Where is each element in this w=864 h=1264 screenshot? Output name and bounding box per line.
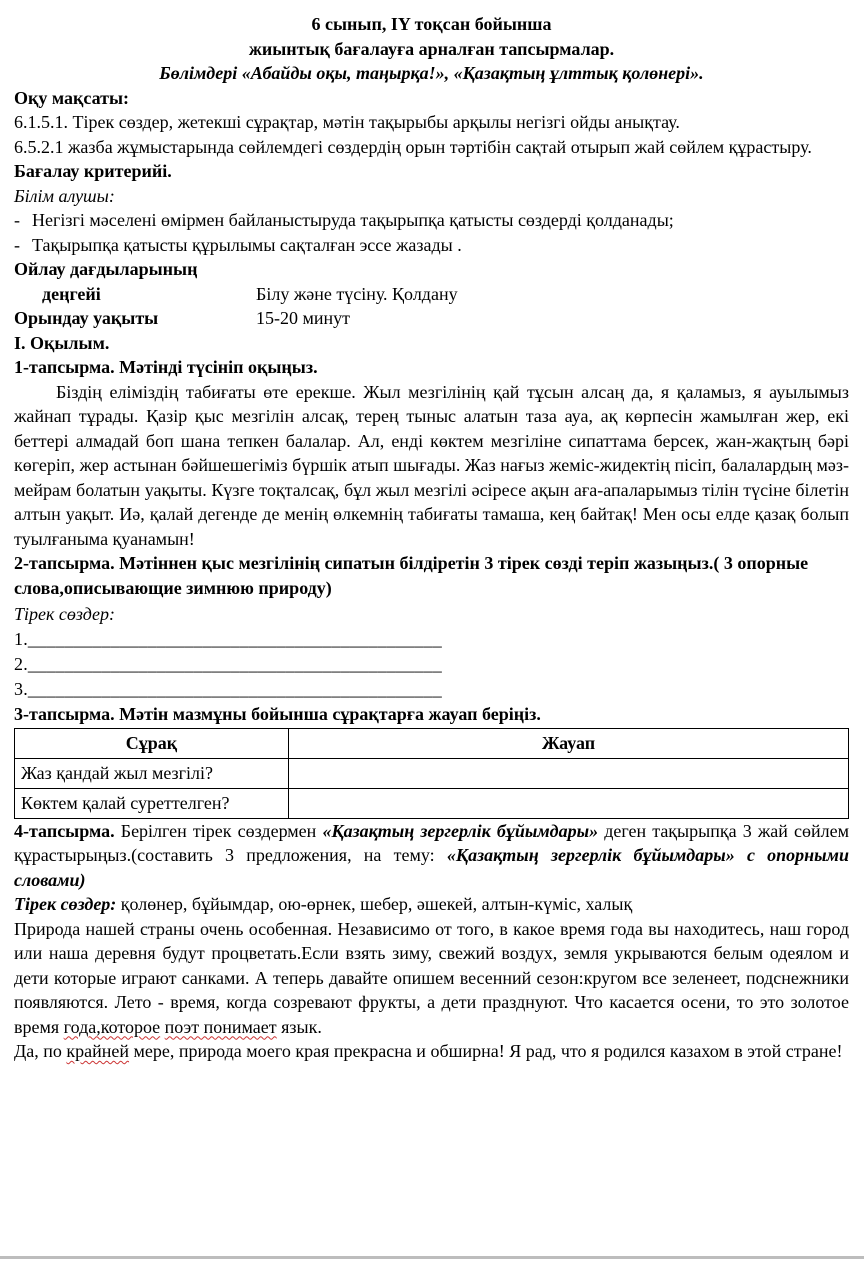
- qa-table-header-row: [15, 729, 849, 759]
- misspelled-word: крайней: [66, 1041, 130, 1061]
- task4-tirek-words: қолөнер, бұйымдар, ою-өрнек, шебер, әшекей, алтын-күміс, халық: [116, 894, 633, 914]
- criteria-label: Бағалау критерийі.: [14, 161, 172, 181]
- misspelled-word: года,которое: [63, 1016, 161, 1037]
- question-cell: Жаз қандай жыл мезгілі?: [15, 758, 289, 788]
- page-bottom-edge: [0, 1256, 864, 1259]
- task4-label: 4-тапсырма.: [14, 820, 115, 841]
- thinking-skills-row: [14, 282, 849, 307]
- goals-label: Оқу мақсаты:: [14, 87, 130, 108]
- task2-tirek-label: Тірек сөздер:: [14, 604, 116, 624]
- goal-item-1: 6.1.5.1. Тірек сөздер, жетекші сұрақтар, мәтін тақырыбы арқылы негізгі ойды анықтау.: [14, 112, 680, 132]
- answer-blank-2[interactable]: 2._____________________________________________: [14, 653, 442, 674]
- task2-heading: 2-тапсырма. Мәтіннен қыс мезгілінің сипатын білдіретін 3 тірек сөзді теріп жазыңыз.( 3 опорные слова,описывающие зимнюю природу): [14, 553, 809, 598]
- reading-passage: Біздің еліміздің табиғаты өте ерекше. Жыл мезгілінің қай тұсын алсаң да, я қаламыз, я ауылымыз жайнап тұрады. Қазір қыс мезгілін алсақ, терең тыныс алатын таза ауа, ақ көрпесін жамылған жер, екі беттері алмадай боп шана тепкен балалар. Ал, енді көктем мезгіліне сипаттама берсек, жан-жақтың бәрі көгеріп, жер астынан бәйшешегіміз бүршік атып шығады. Жаз нағыз жеміс-жидектің пісіп, балалардың мәз-мейрам болатын уақыты. Күзге тоқталсақ, бұл жыл мезгілі әсіресе ақын аға-апаларымыз тілін түсіне білетін алтын уақыт. Иә, қалай дегенде де менің өлкемнің табиғаты тамаша, кең байтақ! Мен осы елде қазақ болып туылғаныма қуанамын!: [14, 381, 849, 549]
- russian-text-3: язык.: [276, 1016, 322, 1037]
- task4-tirek-line: [14, 892, 849, 917]
- answer-cell[interactable]: [289, 788, 849, 818]
- bullet-dash: -: [14, 234, 20, 255]
- task1-heading: 1-тапсырма. Мәтінді түсініп оқыңыз.: [14, 357, 318, 377]
- doc-title-line-1: 6 сынып, IY тоқсан бойынша: [311, 14, 552, 34]
- answer-cell[interactable]: [289, 758, 849, 788]
- question-cell: Көктем қалай суреттелген?: [15, 788, 289, 818]
- thinking-skills-label-line2: деңгейі: [42, 283, 101, 304]
- task4-text-2: деген тақырыпқа 3 жай сөйлем құрастырыңыз.(составить 3 предложения, на тему:: [14, 820, 850, 865]
- russian-text-1: Природа нашей страны очень особенная. Независимо от того, в какое время года вы находитесь, наш город или наша деревня будут процветать.Если взять зиму, свежий воздух, земля укрываются белым одеялом и дети которые играют санками. А теперь давайте опишем весенний сезон:кругом все зеленеет, подснежники появляются. Лето - время, когда созревают фрукты, а дети празднуют. Что касается осени, то это золотое время: [14, 918, 849, 1037]
- russian-paragraph-1: [14, 917, 849, 1040]
- qa-table: [14, 728, 849, 819]
- qa-header-answer: Жауап: [289, 729, 849, 759]
- table-row: [15, 788, 849, 818]
- answer-blank-1[interactable]: 1._____________________________________________: [14, 628, 442, 649]
- russian-paragraph-2: [14, 1039, 849, 1064]
- criteria-bullet-2: [14, 233, 849, 258]
- task4-text-1: Берілген тірек сөздермен: [114, 820, 323, 841]
- bullet-dash: -: [14, 210, 20, 230]
- task4-tirek-label: Тірек сөздер:: [14, 894, 117, 914]
- duration-label: Орындау уақыты: [14, 308, 159, 328]
- misspelled-word: поэт понимает: [164, 1016, 277, 1037]
- russian-text-4: Да, по: [14, 1041, 67, 1061]
- table-row: [15, 758, 849, 788]
- answer-blank-3[interactable]: 3._____________________________________________: [14, 678, 442, 699]
- doc-title-line-2: жиынтық бағалауға арналған тапсырмалар.: [248, 38, 615, 59]
- task3-heading: 3-тапсырма. Мәтін мазмұны бойынша сұрақтарға жауап беріңіз.: [14, 703, 541, 724]
- criteria-bullet-1-text: Негізгі мәселені өмірмен байланыстыруда тақырыпқа қатысты сөздерді қолданады;: [32, 210, 674, 230]
- criteria-subject: Білім алушы:: [14, 185, 115, 206]
- section-heading-reading: I. Оқылым.: [14, 332, 110, 353]
- criteria-bullet-1: [14, 208, 849, 233]
- task4-paragraph: [14, 819, 849, 893]
- doc-sections-line: Бөлімдері «Абайды оқы, таңырқа!», «Қазақтың ұлттық қолөнері».: [159, 63, 704, 83]
- task4-topic-2: «Қазақтың зергерлік бұйымдары» с опорными словами): [14, 845, 850, 890]
- qa-header-question: Сұрақ: [15, 729, 289, 759]
- thinking-skills-label-line1: Ойлау дағдыларының: [14, 259, 198, 279]
- criteria-bullet-2-text: Тақырыпқа қатысты құрылымы сақталған эссе жазады .: [32, 234, 462, 255]
- duration-value: 15-20 минут: [256, 308, 351, 328]
- duration-row: [14, 306, 849, 331]
- task4-topic-1: «Қазақтың зергерлік бұйымдары»: [322, 820, 599, 841]
- goal-item-2: 6.5.2.1 жазба жұмыстарында сөйлемдегі сөздердің орын тәртібін сақтай отырып жай сөйлем құрастыру.: [14, 136, 812, 157]
- thinking-skills-value: Білу және түсіну. Қолдану: [256, 283, 458, 304]
- russian-text-5: мере, природа моего края прекрасна и обширна! Я рад, что я родился казахом в этой стране!: [129, 1041, 843, 1061]
